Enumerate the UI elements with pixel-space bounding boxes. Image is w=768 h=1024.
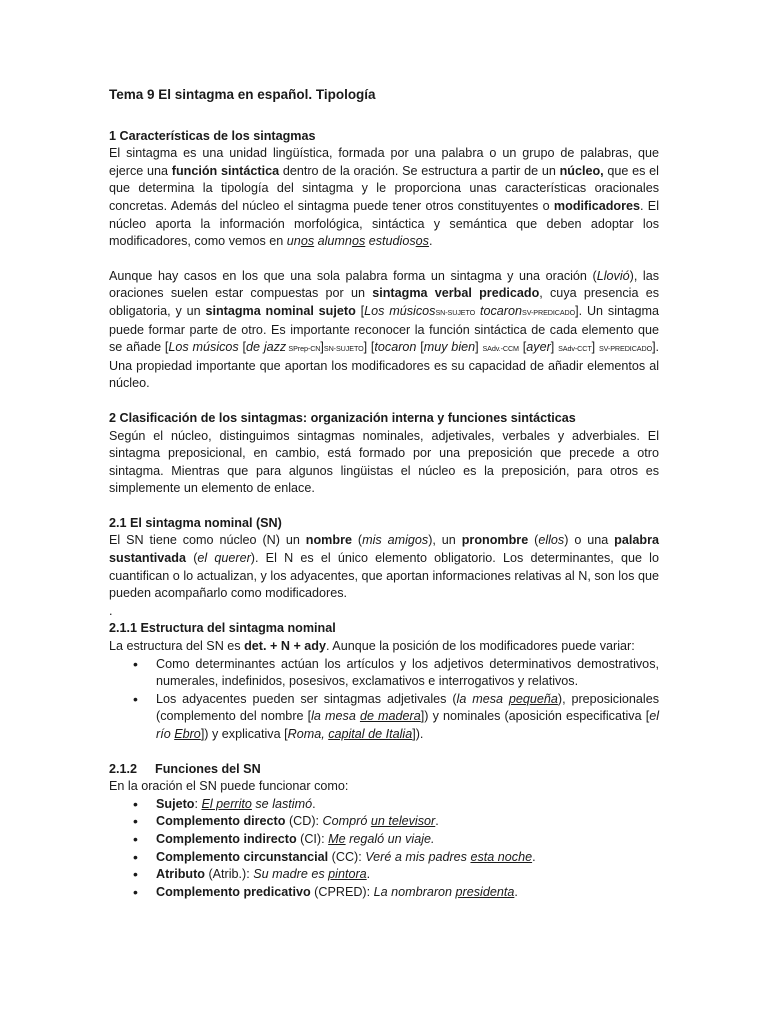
- text-run: ]) y nominales (aposición especificativa [: [420, 709, 650, 724]
- example-phrase: tocaron: [475, 303, 522, 318]
- document-content: [109, 86, 659, 901]
- example-phrase: ellos: [538, 533, 565, 548]
- subscript-label: SAdv-CCT: [558, 344, 592, 354]
- text-run: Los adyacentes pueden ser sintagmas adjetivales (: [156, 691, 457, 706]
- example-phrase: Su madre es: [253, 867, 329, 882]
- text-run: El SN tiene como núcleo (N) un: [109, 533, 306, 548]
- bold-term: sintagma verbal predicado: [372, 286, 540, 301]
- list-item-cc: [156, 849, 659, 867]
- example-word: Llovió: [596, 268, 630, 283]
- text-run: ]: [591, 340, 599, 355]
- example-phrase: el querer: [197, 551, 251, 566]
- list-item-ci: [156, 831, 659, 849]
- underlined-example: presidenta: [455, 884, 515, 899]
- example-phrase: Compró: [322, 814, 371, 829]
- section-2-1-2-heading: [109, 761, 659, 779]
- function-label: Complemento directo: [156, 814, 286, 829]
- text-run: ), preposicionales (complemento del nombre [: [156, 691, 659, 724]
- underlined-example: esta noche: [470, 849, 533, 864]
- function-label: Atributo: [156, 867, 205, 882]
- example-phrase: de jazz: [246, 340, 287, 355]
- text-run: (: [351, 533, 363, 548]
- text-run: .: [532, 849, 536, 864]
- text-run: , cuya presencia es obligatoria, y un: [109, 286, 659, 318]
- section-2-1-1-heading: 2.1.1 Estructura del sintagma nominal: [109, 621, 336, 636]
- text-run: .: [435, 814, 439, 829]
- list-item-cd: [156, 813, 659, 831]
- document-title: Tema 9 El sintagma en español. Tipología: [109, 87, 376, 102]
- underlined-example: de madera: [359, 709, 421, 724]
- underlined-example: pintora: [328, 867, 367, 882]
- section-2-heading: 2 Clasificación de los sintagmas: organización interna y funciones sintácticas: [109, 410, 576, 425]
- text-run: [: [238, 340, 247, 355]
- text-run: .: [366, 867, 371, 882]
- text-run: .: [431, 831, 435, 846]
- example-part: estudios: [365, 234, 416, 249]
- list-item-atributo: [156, 866, 659, 884]
- bold-term: función sintáctica: [171, 163, 280, 178]
- text-run: dentro de la oración. Se estructura a partir de un: [279, 163, 560, 178]
- text-run: (: [186, 551, 198, 566]
- text-run: ]).: [412, 727, 424, 741]
- example-phrase: [287, 234, 429, 248]
- bold-term: núcleo,: [559, 163, 604, 178]
- bold-term: nombre: [305, 533, 352, 548]
- text-run: ]: [320, 340, 324, 355]
- subscript-label: SV-PREDICADO: [522, 307, 576, 317]
- bold-term: palabra sustantivada: [109, 533, 659, 566]
- text-run: La estructura del SN es: [109, 639, 245, 654]
- text-run: . El núcleo aporta la información morfológica, sintáctica y semántica que deben adoptar los modificadores, como vemos en: [109, 198, 659, 249]
- text-run: ]) y explicativa [: [200, 727, 288, 741]
- list-item-sujeto: [156, 796, 659, 814]
- functions-bullet-list: [109, 796, 659, 902]
- underlined-ending: os: [351, 234, 366, 249]
- example-phrase: ayer: [526, 340, 551, 355]
- section-2-1-heading: 2.1 El sintagma nominal (SN): [109, 515, 282, 530]
- section-1-paragraph-2: [109, 268, 659, 393]
- example-part: alumn: [314, 234, 352, 249]
- example-phrase: muy bien: [423, 340, 476, 355]
- text-run: ). El N es el único elemento obligatorio. Los determinantes, que lo cuantifican o lo actualizan, y los adyacentes, que aportan informaciones relativas al N, son los que pueden acompañarlo como modificadores.: [109, 551, 659, 601]
- function-label: Complemento indirecto: [156, 831, 297, 846]
- list-item-cpred: [156, 884, 659, 902]
- text-run: ) o una: [564, 533, 615, 548]
- section-title: Funciones del SN: [155, 761, 261, 776]
- underlined-example: pequeña: [508, 691, 558, 706]
- structure-bullet-list: [109, 656, 659, 744]
- text-run: El sintagma es una unidad lingüística, formada por una palabra o un grupo de palabras, que ejerce una: [109, 146, 659, 178]
- text-run: [: [355, 303, 365, 318]
- text-run: ]. Un sintagma puede formar parte de otro. Es importante reconocer la función sintáctica de cada elemento que se añade [: [109, 303, 659, 355]
- function-label: Sujeto: [156, 796, 195, 811]
- example-phrase: Veré a mis padres: [365, 849, 471, 864]
- example-phrase: la mesa: [456, 691, 509, 706]
- example-phrase: regaló un viaje: [345, 831, 432, 846]
- text-run: :: [194, 796, 202, 811]
- example-part: un: [286, 234, 301, 249]
- list-item: • Como determinantes actúan los artículos y los adjetivos determinativos demostrativos, numerales, indefinidos, posesivos, exclamativos e interrogativos y relativos.: [156, 656, 659, 691]
- example-phrase: Los músicos: [168, 340, 239, 355]
- underlined-example: El perrito: [201, 796, 252, 811]
- subscript-label: SN-SUJETO: [323, 344, 364, 354]
- subscript-label: SPrep-CN: [286, 344, 321, 354]
- list-item: [156, 691, 659, 744]
- example-phrase: Los músicos: [364, 303, 436, 318]
- underlined-example: Ebro: [174, 727, 201, 741]
- section-2-1-paragraph: [109, 532, 659, 602]
- function-label: Complemento predicativo: [156, 884, 311, 899]
- bold-term: pronombre: [461, 533, 529, 548]
- underlined-ending: os: [415, 234, 429, 249]
- text-run: ]: [550, 340, 559, 355]
- section-2-paragraph: Según el núcleo, distinguimos sintagmas nominales, adjetivales, verbales y adverbiales. El sintagma preposicional, en cambio, está formado por una preposición que precede a otro sintagma. Mientras que para algunos lingüistas el núcleo es la preposición, para otros es simplemente un elemento de enlace.: [109, 428, 659, 496]
- text-run: ]: [475, 340, 483, 355]
- subscript-label: SN-SUJETO: [435, 307, 476, 317]
- function-abbr: (Atrib.):: [204, 867, 254, 882]
- bold-term: det. + N + ady: [244, 639, 326, 654]
- function-label: Complemento circunstancial: [156, 849, 329, 864]
- function-abbr: (CI):: [296, 831, 329, 846]
- subscript-label: SV-PREDICADO: [598, 344, 653, 354]
- section-2-1-1-intro: [109, 638, 659, 656]
- text-run: ]. Una propiedad importante que aportan los modificadores es su capacidad de añadir elementos al núcleo.: [109, 340, 660, 391]
- section-1-paragraph-1: [109, 145, 659, 251]
- underlined-example: un televisor: [370, 814, 436, 829]
- example-phrase: se lastimó: [251, 796, 313, 811]
- text-run: Aunque hay casos en los que una sola palabra forma un sintagma y una oración (: [109, 268, 597, 283]
- text-run: .: [312, 796, 316, 811]
- subscript-label: SAdv.-CCM: [482, 344, 519, 354]
- example-phrase: tocaron: [374, 340, 417, 355]
- text-run: . Aunque la posición de los modificadores puede variar:: [326, 639, 635, 654]
- function-abbr: (CPRED):: [310, 884, 374, 899]
- text-run: ), las oraciones suelen estar compuestas por un: [109, 268, 659, 301]
- bold-term: sintagma nominal sujeto: [205, 303, 356, 318]
- text-run: [: [416, 340, 424, 355]
- section-1-heading: 1 Características de los sintagmas: [109, 128, 316, 143]
- example-phrase: Roma,: [287, 727, 329, 741]
- section-2-1-2-intro: En la oración el SN puede funcionar como:: [109, 779, 349, 794]
- text-run: que es el que determina la tipología del sintagma y le proporciona unas características oracionales concretas. Además del núcleo el sintagma puede tener otros constituyentes o: [109, 163, 659, 213]
- text-run: (: [528, 533, 539, 548]
- stray-dot: .: [109, 603, 113, 618]
- section-number: 2.1.2: [109, 761, 138, 776]
- text-run: ] [: [363, 340, 375, 355]
- example-phrase: mis amigos: [362, 533, 429, 548]
- example-phrase: la mesa: [311, 709, 360, 724]
- underlined-ending: os: [300, 234, 315, 249]
- example-phrase: La nombraron: [373, 884, 456, 899]
- function-abbr: (CD):: [285, 814, 323, 829]
- bold-term: modificadores: [553, 198, 640, 213]
- underlined-example: capital de Italia: [328, 727, 413, 741]
- text-run: .: [428, 234, 433, 249]
- function-abbr: (CC):: [328, 849, 366, 864]
- example-phrase: el río: [156, 709, 660, 741]
- underlined-example: Me: [328, 831, 346, 846]
- text-run: .: [514, 884, 518, 899]
- text-run: ), un: [428, 533, 462, 548]
- text-run: [: [518, 340, 527, 355]
